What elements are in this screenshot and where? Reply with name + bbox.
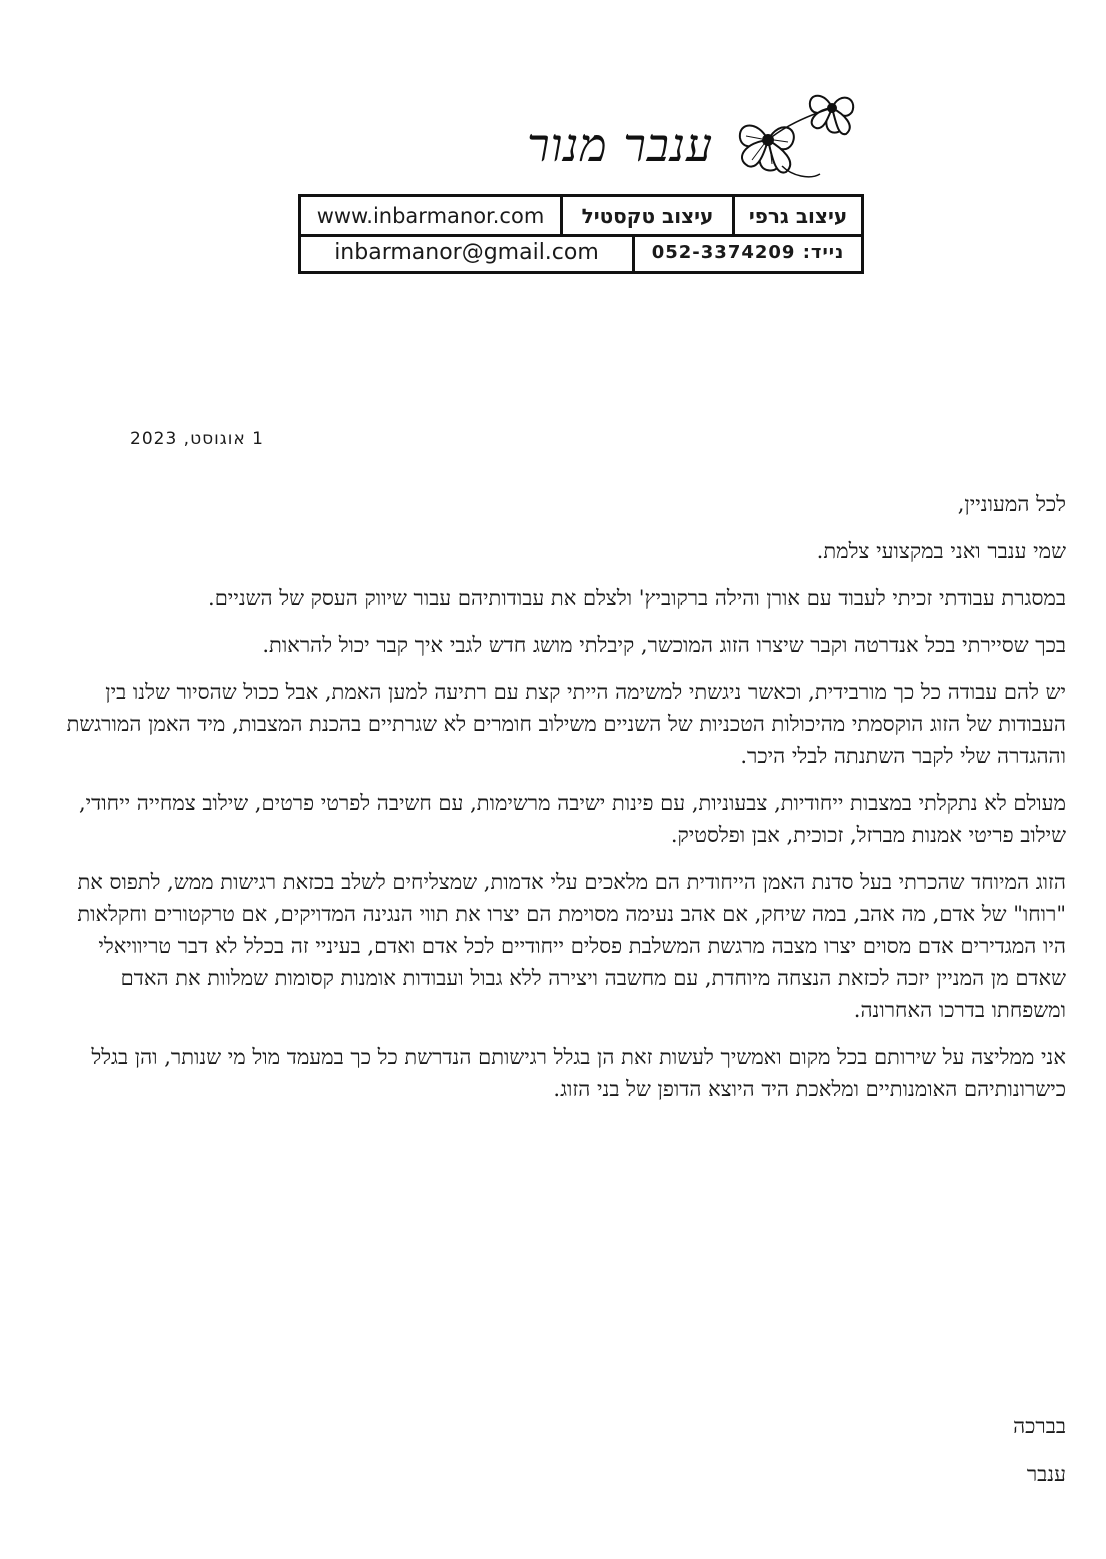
paragraph: מעולם לא נתקלתי במצבות ייחודיות, צבעוניות, עם פינות ישיבה מרשימות, עם חשיבה לפרטי פרטים, שילוב צמחייה ייחודי, שילוב פריטי אמנות מברזל, זכוכית, אבן ופלסטיק. xyxy=(79,791,1066,847)
paragraph: במסגרת עבודתי זכיתי לעבוד עם אורן והילה ברקוביץ' ולצלם את עבודותיהם עבור שיווק העסק של השניים. xyxy=(208,586,1066,610)
letter-date: 1 אוגוסט, 2023 xyxy=(130,429,264,449)
phone-number: נייד: 052-3374209 xyxy=(651,242,845,263)
salutation: לכל המעוניין, xyxy=(957,492,1066,516)
logo-name: ענבר מנור xyxy=(527,118,713,172)
signature: ענבר xyxy=(1026,1462,1066,1486)
contact-box xyxy=(298,194,864,274)
paragraph: יש להם עבודה כל כך מורבידית, וכאשר ניגשתי למשימה הייתי קצת עם רתיעה למען האמת, אבל ככול שהסיור שלנו בין העבודות של הזוג הוקסמתי מהיכולות הטכניות של השניים משילוב חומרים לא שגרתיים בהכנת המצבות, מיד האמן המורגשת וההגדרה שלי לקבר השתנתה לבלי היכר. xyxy=(66,680,1066,768)
email-link[interactable]: inbarmanor@gmail.com xyxy=(301,234,635,271)
textile-design-label: עיצוב טקסטיל xyxy=(563,197,735,234)
closing-block xyxy=(766,1410,1066,1506)
paragraph: אני ממליצה על שירותם בכל מקום ואמשיך לעשות זאת הן בגלל רגישותם הנדרשת כל כך במעמד מול מי שנותר, והן בגלל כישרונותיהם האומנותיים ומלאכת היד היוצא הדופן של בני הזוג. xyxy=(91,1045,1066,1101)
flowers-icon xyxy=(720,78,870,188)
graphic-design-label: עיצוב גרפי xyxy=(748,203,848,228)
contact-row-top xyxy=(301,197,861,237)
logo xyxy=(520,78,870,188)
closing-text: בברכה xyxy=(1013,1414,1066,1438)
letter-body xyxy=(60,488,1066,1120)
website-link[interactable]: www.inbarmanor.com xyxy=(301,197,563,234)
paragraph: הזוג המיוחד שהכרתי בעל סדנת האמן הייחודית הם מלאכים עלי אדמות, שמצליחים לשלב בכזאת רגישות ממש, לתפוס את "רוחו" של אדם, מה אהב, במה שיחק, אם אהב נעימה מסוימת הם יצרו את תווי הנגינה המדויקים, אם טרקטורים וחקלאות היו המגדירים אדם מסוים יצרו מצבה מרגשת המשלבת פסלים ייחודיים לכל אדם ואדם, בעיניי זה בכלל לא דבר טריוויאלי שאדם מן המניין יזכה לכזאת הנצחה מיוחדת, עם מחשבה ויצירה ללא גבול ועבודות אומנות קסומות שמלוות את האדם ומשפחתו בדרכו האחרונה. xyxy=(77,870,1066,1022)
contact-row-bottom xyxy=(301,234,861,271)
paragraph: בכך שסיירתי בכל אנדרטה וקבר שיצרו הזוג המוכשר, קיבלתי מושג חדש לגבי איך קבר יכול להראות. xyxy=(262,633,1066,657)
paragraph: שמי ענבר ואני במקצועי צלמת. xyxy=(816,539,1066,563)
